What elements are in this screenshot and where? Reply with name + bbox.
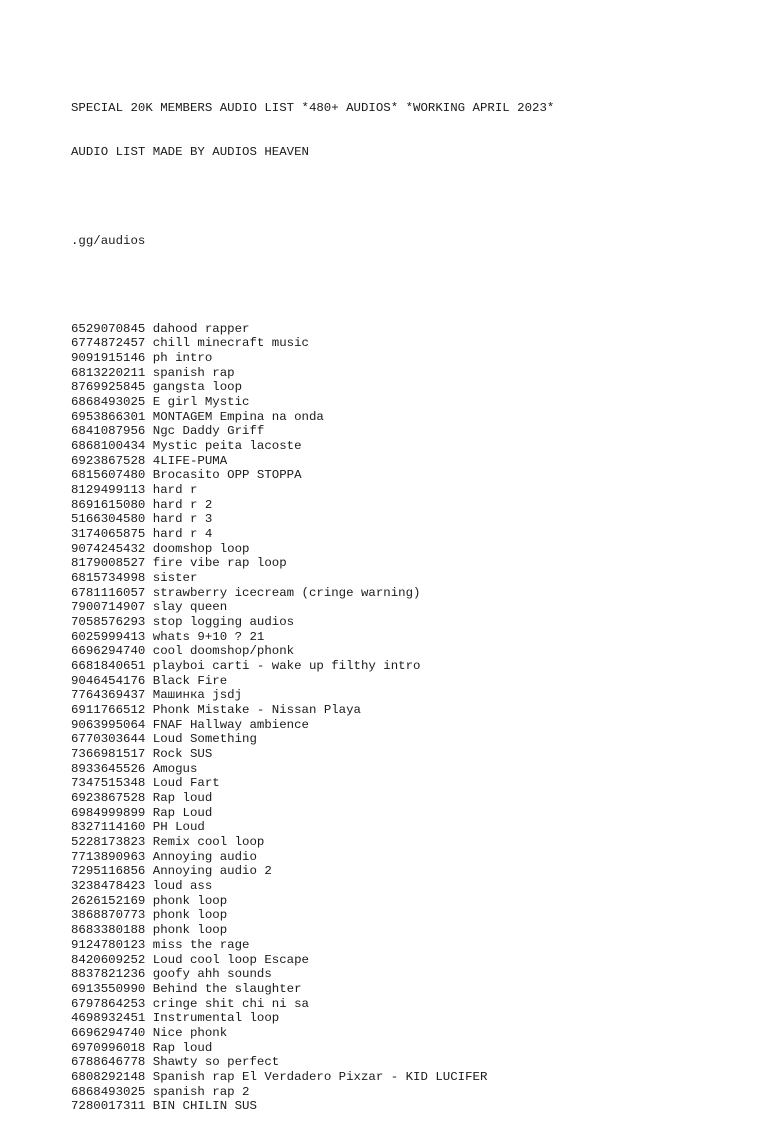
audio-id: 6788646778: [71, 1055, 146, 1070]
audio-id: 9046454176: [71, 673, 146, 688]
audio-name: dahood rapper: [152, 321, 250, 336]
audio-id: 6868493025: [71, 394, 146, 409]
audio-name: goofy ahh sounds: [152, 967, 272, 982]
audio-id: 6970996018: [71, 1040, 146, 1055]
audio-id: 7280017311: [71, 1099, 146, 1114]
audio-name: phonk loop: [152, 908, 228, 923]
audio-id: 6923867528: [71, 791, 146, 806]
audio-list-item: [71, 454, 748, 469]
audio-name: Mystic peita lacoste: [152, 438, 302, 453]
audio-list-item: [71, 967, 748, 982]
audio-name: cool doomshop/phonk: [152, 644, 295, 659]
audio-id: 6868100434: [71, 438, 146, 453]
audio-id: 6923867528: [71, 453, 146, 468]
audio-id: 6913550990: [71, 981, 146, 996]
audio-list-item: [71, 997, 748, 1012]
audio-name: Ngc Daddy Griff: [152, 424, 265, 439]
audio-id: 3174065875: [71, 527, 146, 542]
audio-list-item: [71, 512, 748, 527]
audio-name: ph intro: [152, 350, 213, 365]
audio-id: 6529070845: [71, 321, 146, 336]
audio-list-item: [71, 586, 748, 601]
audio-id: 8769925845: [71, 380, 146, 395]
audio-name: whats 9+10 ? 21: [152, 629, 265, 644]
audio-name: miss the rage: [152, 937, 250, 952]
audio-list-item: [71, 1026, 748, 1041]
audio-list-item: [71, 351, 748, 366]
audio-name: FNAF Hallway ambience: [152, 717, 309, 732]
audio-id: 8179008527: [71, 556, 146, 571]
audio-list-item: [71, 336, 748, 351]
audio-list-item: [71, 732, 748, 747]
audio-name: hard r 3: [152, 512, 213, 527]
audio-list-item: [71, 982, 748, 997]
audio-list-item: [71, 718, 748, 733]
audio-id: 9091915146: [71, 350, 146, 365]
audio-list-item: [71, 659, 748, 674]
audio-name: 4LIFE-PUMA: [152, 453, 228, 468]
audio-list-item: [71, 498, 748, 513]
audio-list-item: [71, 410, 748, 425]
audio-name: Nice phonk: [152, 1025, 228, 1040]
spacer: [71, 189, 748, 204]
audio-list-item: [71, 806, 748, 821]
audio-name: Rap loud: [152, 791, 213, 806]
audio-id: 6984999899: [71, 805, 146, 820]
audio-id: 8420609252: [71, 952, 146, 967]
audio-list-item: [71, 439, 748, 454]
audio-id: 7347515348: [71, 776, 146, 791]
audio-name: stop logging audios: [152, 615, 295, 630]
audio-name: playboi carti - wake up filthy intro: [152, 659, 421, 674]
audio-list-item: [71, 747, 748, 762]
audio-id: 6781116057: [71, 585, 146, 600]
audio-id: 6681840651: [71, 659, 146, 674]
audio-id: 8129499113: [71, 483, 146, 497]
audio-list-item: [71, 835, 748, 850]
audio-list-item: [71, 630, 748, 645]
audio-id: 2626152169: [71, 893, 146, 908]
audio-list-item: [71, 322, 748, 337]
audio-list-item: [71, 600, 748, 615]
audio-name: E girl Mystic: [152, 394, 250, 409]
audio-list-item: [71, 762, 748, 777]
audio-id: 8837821236: [71, 967, 146, 982]
audio-list-item: [71, 953, 748, 968]
audio-id: 6770303644: [71, 732, 146, 747]
audio-id: 8327114160: [71, 820, 146, 835]
audio-id: 6774872457: [71, 336, 146, 351]
audio-id: 9063995064: [71, 717, 146, 732]
document-subtitle: AUDIO LIST MADE BY AUDIOS HEAVEN: [71, 145, 309, 160]
audio-list-document: [71, 72, 748, 1129]
audio-list-item: [71, 850, 748, 865]
audio-list-item: [71, 879, 748, 894]
audio-id: 9074245432: [71, 541, 146, 556]
audio-id: 6808292148: [71, 1069, 146, 1084]
document-title: SPECIAL 20K MEMBERS AUDIO LIST *480+ AUDIOS* *WORKING APRIL 2023*: [71, 101, 555, 116]
audio-id: 6813220211: [71, 365, 146, 380]
audio-id: 7058576293: [71, 615, 146, 630]
audio-name: Rock SUS: [152, 747, 213, 762]
audio-list: [71, 322, 748, 1114]
audio-name: Loud Fart: [152, 776, 220, 791]
audio-name: Spanish rap El Verdadero Pixzar - KID LUCIFER: [152, 1069, 488, 1084]
audio-name: Amogus: [152, 761, 198, 776]
audio-list-item: [71, 1041, 748, 1056]
audio-list-item: [71, 527, 748, 542]
audio-name: hard r: [152, 483, 198, 497]
audio-list-item: [71, 644, 748, 659]
audio-list-item: [71, 923, 748, 938]
audio-name: PH Loud: [152, 820, 205, 835]
audio-name: Phonk Mistake - Nissan Playa: [152, 703, 361, 718]
audio-name: fire vibe rap loop: [152, 556, 287, 571]
audio-id: 3868870773: [71, 908, 146, 923]
audio-name: Remix cool loop: [152, 835, 265, 850]
audio-name: Rap Loud: [152, 805, 213, 820]
audio-list-item: [71, 615, 748, 630]
audio-list-item: [71, 894, 748, 909]
audio-id: 5166304580: [71, 512, 146, 527]
spacer: [71, 278, 748, 293]
audio-list-item: [71, 1070, 748, 1085]
audio-id: 6911766512: [71, 703, 146, 718]
audio-list-item: [71, 864, 748, 879]
audio-name: MONTAGEM Empina na onda: [152, 409, 324, 424]
audio-name: Black Fire: [152, 673, 228, 688]
audio-name: Loud cool loop Escape: [152, 952, 309, 967]
audio-id: 7713890963: [71, 849, 146, 864]
audio-name: Behind the slaughter: [152, 981, 302, 996]
audio-list-item: [71, 908, 748, 923]
audio-list-item: [71, 791, 748, 806]
audio-id: 4698932451: [71, 1011, 146, 1026]
audio-name: phonk loop: [152, 893, 228, 908]
audio-list-item: [71, 674, 748, 689]
audio-id: 7900714907: [71, 600, 146, 615]
audio-name: Машинка jsdj: [152, 688, 243, 703]
audio-list-item: [71, 1055, 748, 1070]
audio-id: 9124780123: [71, 937, 146, 952]
audio-name: Annoying audio 2: [152, 864, 272, 879]
audio-list-item: [71, 366, 748, 381]
audio-name: cringe shit chi ni sa: [152, 996, 309, 1011]
audio-list-item: [71, 395, 748, 410]
audio-name: gangsta loop: [152, 380, 243, 395]
audio-name: Loud Something: [152, 732, 257, 747]
audio-id: 6696294740: [71, 644, 146, 659]
audio-name: Shawty so perfect: [152, 1055, 280, 1070]
audio-id: 6815607480: [71, 468, 146, 483]
audio-list-item: [71, 571, 748, 586]
audio-name: loud ass: [152, 879, 213, 894]
audio-list-item: [71, 556, 748, 571]
audio-name: hard r 2: [152, 497, 213, 512]
audio-id: 6815734998: [71, 571, 146, 586]
audio-id: 6953866301: [71, 409, 146, 424]
audio-name: chill minecraft music: [152, 336, 309, 351]
audio-id: 3238478423: [71, 879, 146, 894]
audio-name: BIN CHILIN SUS: [152, 1099, 257, 1114]
audio-list-item: [71, 483, 748, 498]
audio-name: Rap loud: [152, 1040, 213, 1055]
audio-id: 7295116856: [71, 864, 146, 879]
invite-link: .gg/audios: [71, 233, 146, 248]
audio-name: slay queen: [152, 600, 228, 615]
audio-list-item: [71, 1085, 748, 1100]
audio-name: spanish rap: [152, 365, 235, 380]
audio-list-item: [71, 688, 748, 703]
audio-list-item: [71, 380, 748, 395]
audio-id: 8691615080: [71, 497, 146, 512]
audio-name: hard r 4: [152, 527, 213, 542]
audio-id: 6868493025: [71, 1084, 146, 1099]
audio-id: 7764369437: [71, 688, 146, 703]
audio-id: 6696294740: [71, 1025, 146, 1040]
audio-list-item: [71, 776, 748, 791]
audio-name: phonk loop: [152, 923, 228, 938]
audio-name: Annoying audio: [152, 849, 257, 864]
audio-name: doomshop loop: [152, 541, 250, 556]
audio-id: 6797864253: [71, 996, 146, 1011]
audio-name: sister: [152, 571, 198, 586]
audio-list-item: [71, 1099, 748, 1114]
audio-id: 8933645526: [71, 761, 146, 776]
audio-list-item: [71, 703, 748, 718]
audio-list-item: [71, 938, 748, 953]
audio-id: 8683380188: [71, 923, 146, 938]
audio-id: 5228173823: [71, 835, 146, 850]
audio-list-item: [71, 820, 748, 835]
audio-name: strawberry icecream (cringe warning): [152, 585, 421, 600]
audio-list-item: [71, 468, 748, 483]
audio-id: 7366981517: [71, 747, 146, 762]
audio-list-item: [71, 542, 748, 557]
audio-id: 6841087956: [71, 424, 146, 439]
audio-name: spanish rap 2: [152, 1084, 250, 1099]
audio-list-item: [71, 424, 748, 439]
audio-name: Brocasito OPP STOPPA: [152, 468, 302, 483]
audio-name: Instrumental loop: [152, 1011, 280, 1026]
audio-id: 6025999413: [71, 629, 146, 644]
